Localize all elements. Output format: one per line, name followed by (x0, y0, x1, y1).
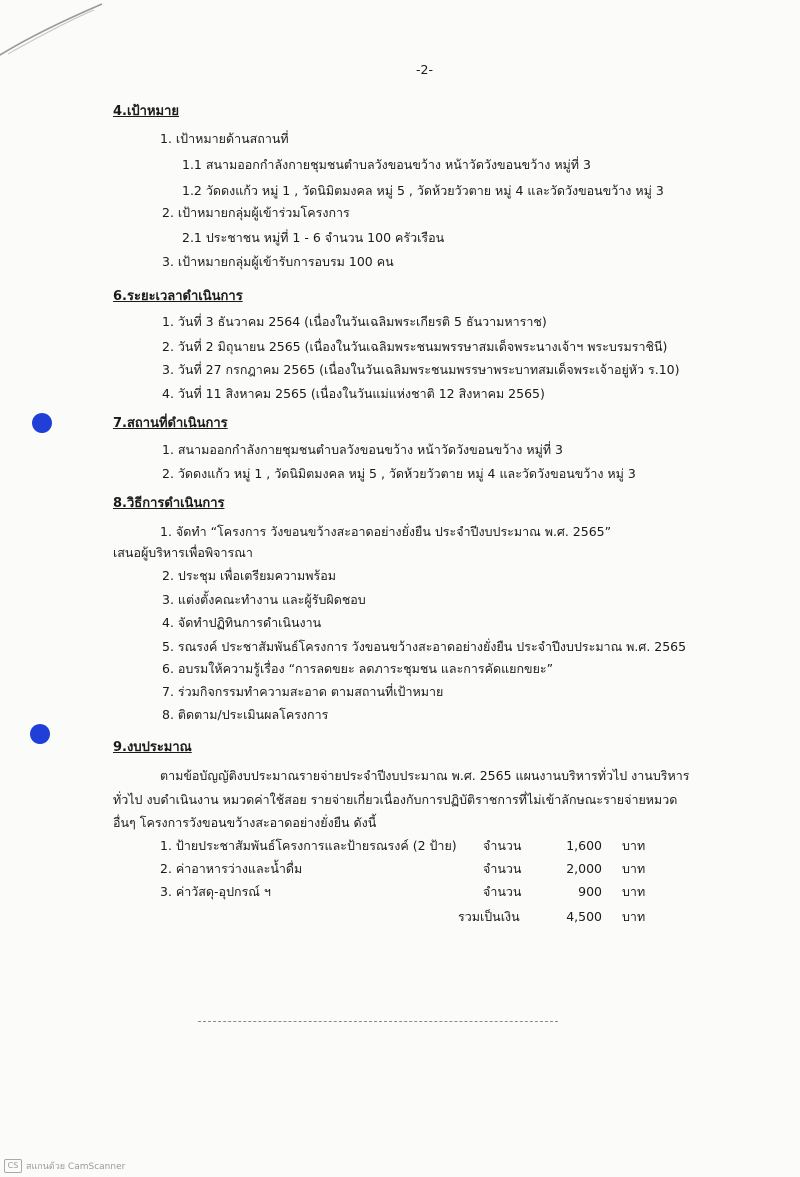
section-8-line: 1. จัดทำ “โครงการ วังขอนขว้างสะอาดอย่างยั่งยืน ประจำปีงบประมาณ พ.ศ. 2565” (160, 524, 612, 539)
punch-hole (32, 413, 52, 433)
budget-amount: 2,000 (566, 861, 602, 876)
section-6-title: 6.ระยะเวลาดำเนินการ (113, 289, 243, 304)
section-6-line: 1. วันที่ 3 ธันวาคม 2564 (เนื่องในวันเฉลิมพระเกียรติ 5 ธันวามหาราช) (162, 314, 547, 329)
budget-paragraph-line: ทั่วไป งบดำเนินงาน หมวดค่าใช้สอย รายจ่ายเกี่ยวเนื่องกับการปฏิบัติราชการที่ไม่เข้าลักษณะรายจ่ายหมวด (113, 792, 678, 807)
section-4-line: 1. เป้าหมายด้านสถานที่ (160, 131, 289, 146)
budget-qty-label: จำนวน (483, 838, 522, 853)
budget-total-amount: 4,500 (566, 909, 602, 924)
budget-qty-label: จำนวน (483, 861, 522, 876)
budget-unit: บาท (622, 884, 646, 899)
section-7-line: 1. สนามออกกำลังกายชุมชนตำบลวังขอนขว้าง หน้าวัดวังขอนขว้าง หมู่ที่ 3 (162, 442, 564, 457)
pen-mark (0, 2, 120, 62)
section-8-line: 4. จัดทำปฏิทินการดำเนินงาน (162, 615, 322, 630)
section-7-line: 2. วัดดงแก้ว หมู่ 1 , วัดนิมิตมงคล หมู่ 5 , วัดห้วยวัวตาย หมู่ 4 และวัดวังขอนขว้าง หมู่ 3 (162, 466, 636, 481)
budget-paragraph-line: อื่นๆ โครงการวังขอนขว้างสะอาดอย่างยั่งยืน ดังนี้ (113, 815, 377, 830)
section-8-line: 8. ติดตาม/ประเมินผลโครงการ (162, 707, 329, 722)
section-9-title: 9.งบประมาณ (113, 740, 192, 755)
budget-paragraph-line: ตามข้อบัญญัติงบประมาณรายจ่ายประจำปีงบประมาณ พ.ศ. 2565 แผนงานบริหารทั่วไป งานบริหาร (160, 768, 690, 783)
budget-unit: บาท (622, 861, 646, 876)
budget-total-label: รวมเป็นเงิน (458, 909, 520, 924)
budget-total-unit: บาท (622, 909, 646, 924)
section-4-line: 1.1 สนามออกกำลังกายชุมชนตำบลวังขอนขว้าง หน้าวัดวังขอนขว้าง หมู่ที่ 3 (182, 157, 591, 172)
section-6-line: 4. วันที่ 11 สิงหาคม 2565 (เนื่องในวันแม่แห่งชาติ 12 สิงหาคม 2565) (162, 386, 545, 401)
section-8-line: 2. ประชุม เพื่อเตรียมความพร้อม (162, 568, 336, 583)
budget-qty-label: จำนวน (483, 884, 522, 899)
section-4-title: 4.เป้าหมาย (113, 104, 180, 119)
section-8-line: 3. แต่งตั้งคณะทำงาน และผู้รับผิดชอบ (162, 592, 366, 607)
section-8-line: 7. ร่วมกิจกรรมทำความสะอาด ตามสถานที่เป้าหมาย (162, 684, 444, 699)
separator-line (198, 1021, 558, 1022)
section-8-line: 5. รณรงค์ ประชาสัมพันธ์โครงการ วังขอนขว้างสะอาดอย่างยั่งยืน ประจำปีงบประมาณ พ.ศ. 2565 (162, 639, 687, 654)
budget-amount: 1,600 (566, 838, 602, 853)
section-4-line: 2.1 ประชาชน หมู่ที่ 1 - 6 จำนวน 100 ครัวเรือน (182, 230, 445, 245)
budget-amount: 900 (578, 884, 602, 899)
section-4-line: 3. เป้าหมายกลุ่มผู้เข้ารับการอบรม 100 คน (162, 254, 394, 269)
scanner-watermark-text: สแกนด้วย CamScanner (26, 1162, 126, 1172)
budget-unit: บาท (622, 838, 646, 853)
section-8-title: 8.วิธีการดำเนินการ (113, 496, 225, 511)
camscanner-logo: CS (4, 1159, 22, 1173)
budget-item-label: 2. ค่าอาหารว่างและน้ำดื่ม (160, 861, 303, 876)
section-4-line: 1.2 วัดดงแก้ว หมู่ 1 , วัดนิมิตมงคล หมู่ 5 , วัดห้วยวัวตาย หมู่ 4 และวัดวังขอนขว้าง หมู่ 3 (182, 183, 664, 198)
budget-item-label: 3. ค่าวัสดุ-อุปกรณ์ ฯ (160, 884, 271, 899)
section-8-line: เสนอผู้บริหารเพื่อพิจารณา (113, 545, 253, 560)
section-4-line: 2. เป้าหมายกลุ่มผู้เข้าร่วมโครงการ (162, 205, 350, 220)
punch-hole (30, 724, 50, 744)
scanner-watermark (4, 1159, 125, 1173)
section-7-title: 7.สถานที่ดำเนินการ (113, 416, 228, 431)
section-8-line: 6. อบรมให้ความรู้เรื่อง “การลดขยะ ลดภาระชุมชน และการคัดแยกขยะ” (162, 661, 554, 676)
budget-item-label: 1. ป้ายประชาสัมพันธ์โครงการและป้ายรณรงค์ (2 ป้าย) (160, 838, 457, 853)
section-6-line: 3. วันที่ 27 กรกฎาคม 2565 (เนื่องในวันเฉลิมพระชนมพรรษาพระบาทสมเด็จพระเจ้าอยู่หัว ร.10) (162, 362, 680, 377)
page-number: -2- (416, 62, 433, 77)
section-6-line: 2. วันที่ 2 มิถุนายน 2565 (เนื่องในวันเฉลิมพระชนมพรรษาสมเด็จพระนางเจ้าฯ พระบรมราชินี) (162, 339, 668, 354)
